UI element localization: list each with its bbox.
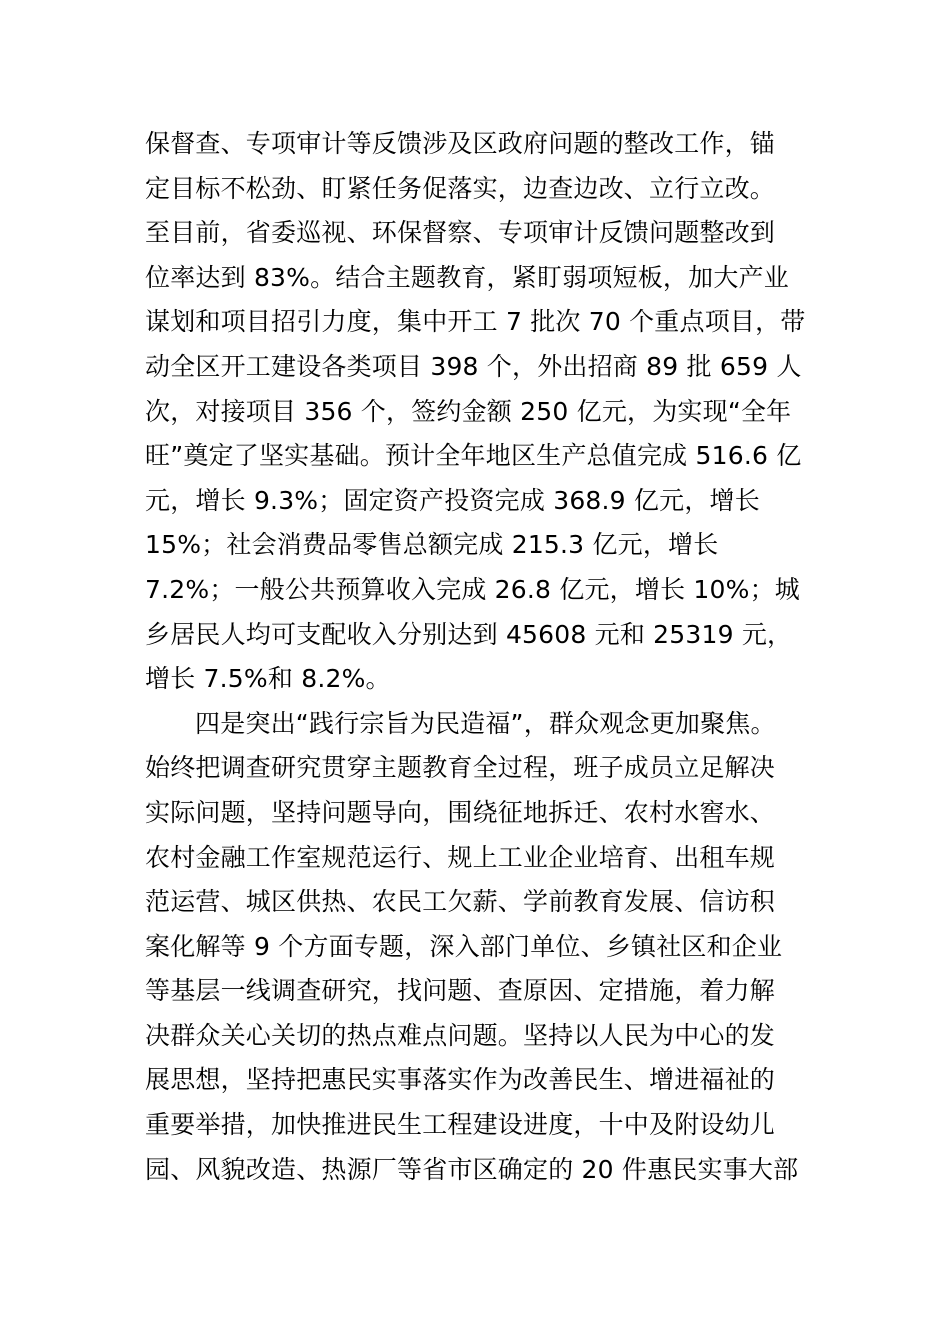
text-line-24: 园、风貌改造、热源厂等省市区确定的 20 件惠民实事大部 — [145, 1154, 799, 1184]
text-line-13: 增长 7.5%和 8.2%。 — [145, 664, 391, 694]
text-line-3: 至目前，省委巡视、环保督察、专项审计反馈问题整改到 — [145, 218, 776, 248]
text-line-21: 决群众关心关切的热点难点问题。坚持以人民为中心的发 — [145, 1020, 776, 1050]
text-line-8: 旺”奠定了坚实基础。预计全年地区生产总值完成 516.6 亿 — [145, 441, 802, 471]
text-line-16: 实际问题，坚持问题导向，围绕征地拆迁、农村水窖水、 — [145, 797, 776, 827]
text-line-15: 始终把调查研究贯穿主题教育全过程，班子成员立足解决 — [145, 753, 776, 783]
text-line-5: 谋划和项目招引力度，集中开工 7 批次 70 个重点项目，带 — [145, 307, 806, 337]
text-line-1: 保督查、专项审计等反馈涉及区政府问题的整改工作，锚 — [145, 129, 776, 158]
body-text — [145, 122, 810, 1192]
text-line-17: 农村金融工作室规范运行、规上工业企业培育、出租车规 — [145, 842, 776, 872]
text-line-19: 案化解等 9 个方面专题，深入部门单位、乡镇社区和企业 — [145, 931, 783, 961]
text-line-11: 7.2%；一般公共预算收入完成 26.8 亿元，增长 10%；城 — [145, 574, 800, 604]
text-line-20: 等基层一线调查研究，找问题、查原因、定措施，着力解 — [145, 976, 776, 1006]
text-line-22: 展思想，坚持把惠民实事落实作为改善民生、增进福祉的 — [145, 1065, 776, 1095]
text-line-6: 动全区开工建设各类项目 398 个，外出招商 89 批 659 人 — [145, 351, 802, 381]
text-line-4: 位率达到 83%。结合主题教育，紧盯弱项短板，加大产业 — [145, 262, 789, 292]
text-line-23: 重要举措，加快推进民生工程建设进度，十中及附设幼儿 — [145, 1110, 776, 1140]
text-line-9: 元，增长 9.3%；固定资产投资完成 368.9 亿元，增长 — [145, 485, 760, 515]
text-line-10: 15%；社会消费品零售总额完成 215.3 亿元，增长 — [145, 530, 719, 560]
text-line-7: 次，对接项目 356 个，签约金额 250 亿元，为实现“全年 — [145, 396, 792, 426]
paragraph-heading-line: 四是突出“践行宗旨为民造福”，群众观念更加聚焦。 — [195, 708, 776, 738]
text-line-18: 范运营、城区供热、农民工欠薪、学前教育发展、信访积 — [145, 887, 776, 917]
text-line-12: 乡居民人均可支配收入分别达到 45608 元和 25319 元， — [145, 619, 793, 649]
text-line-2: 定目标不松劲、盯紧任务促落实，边查边改、立行立改。 — [145, 173, 776, 203]
